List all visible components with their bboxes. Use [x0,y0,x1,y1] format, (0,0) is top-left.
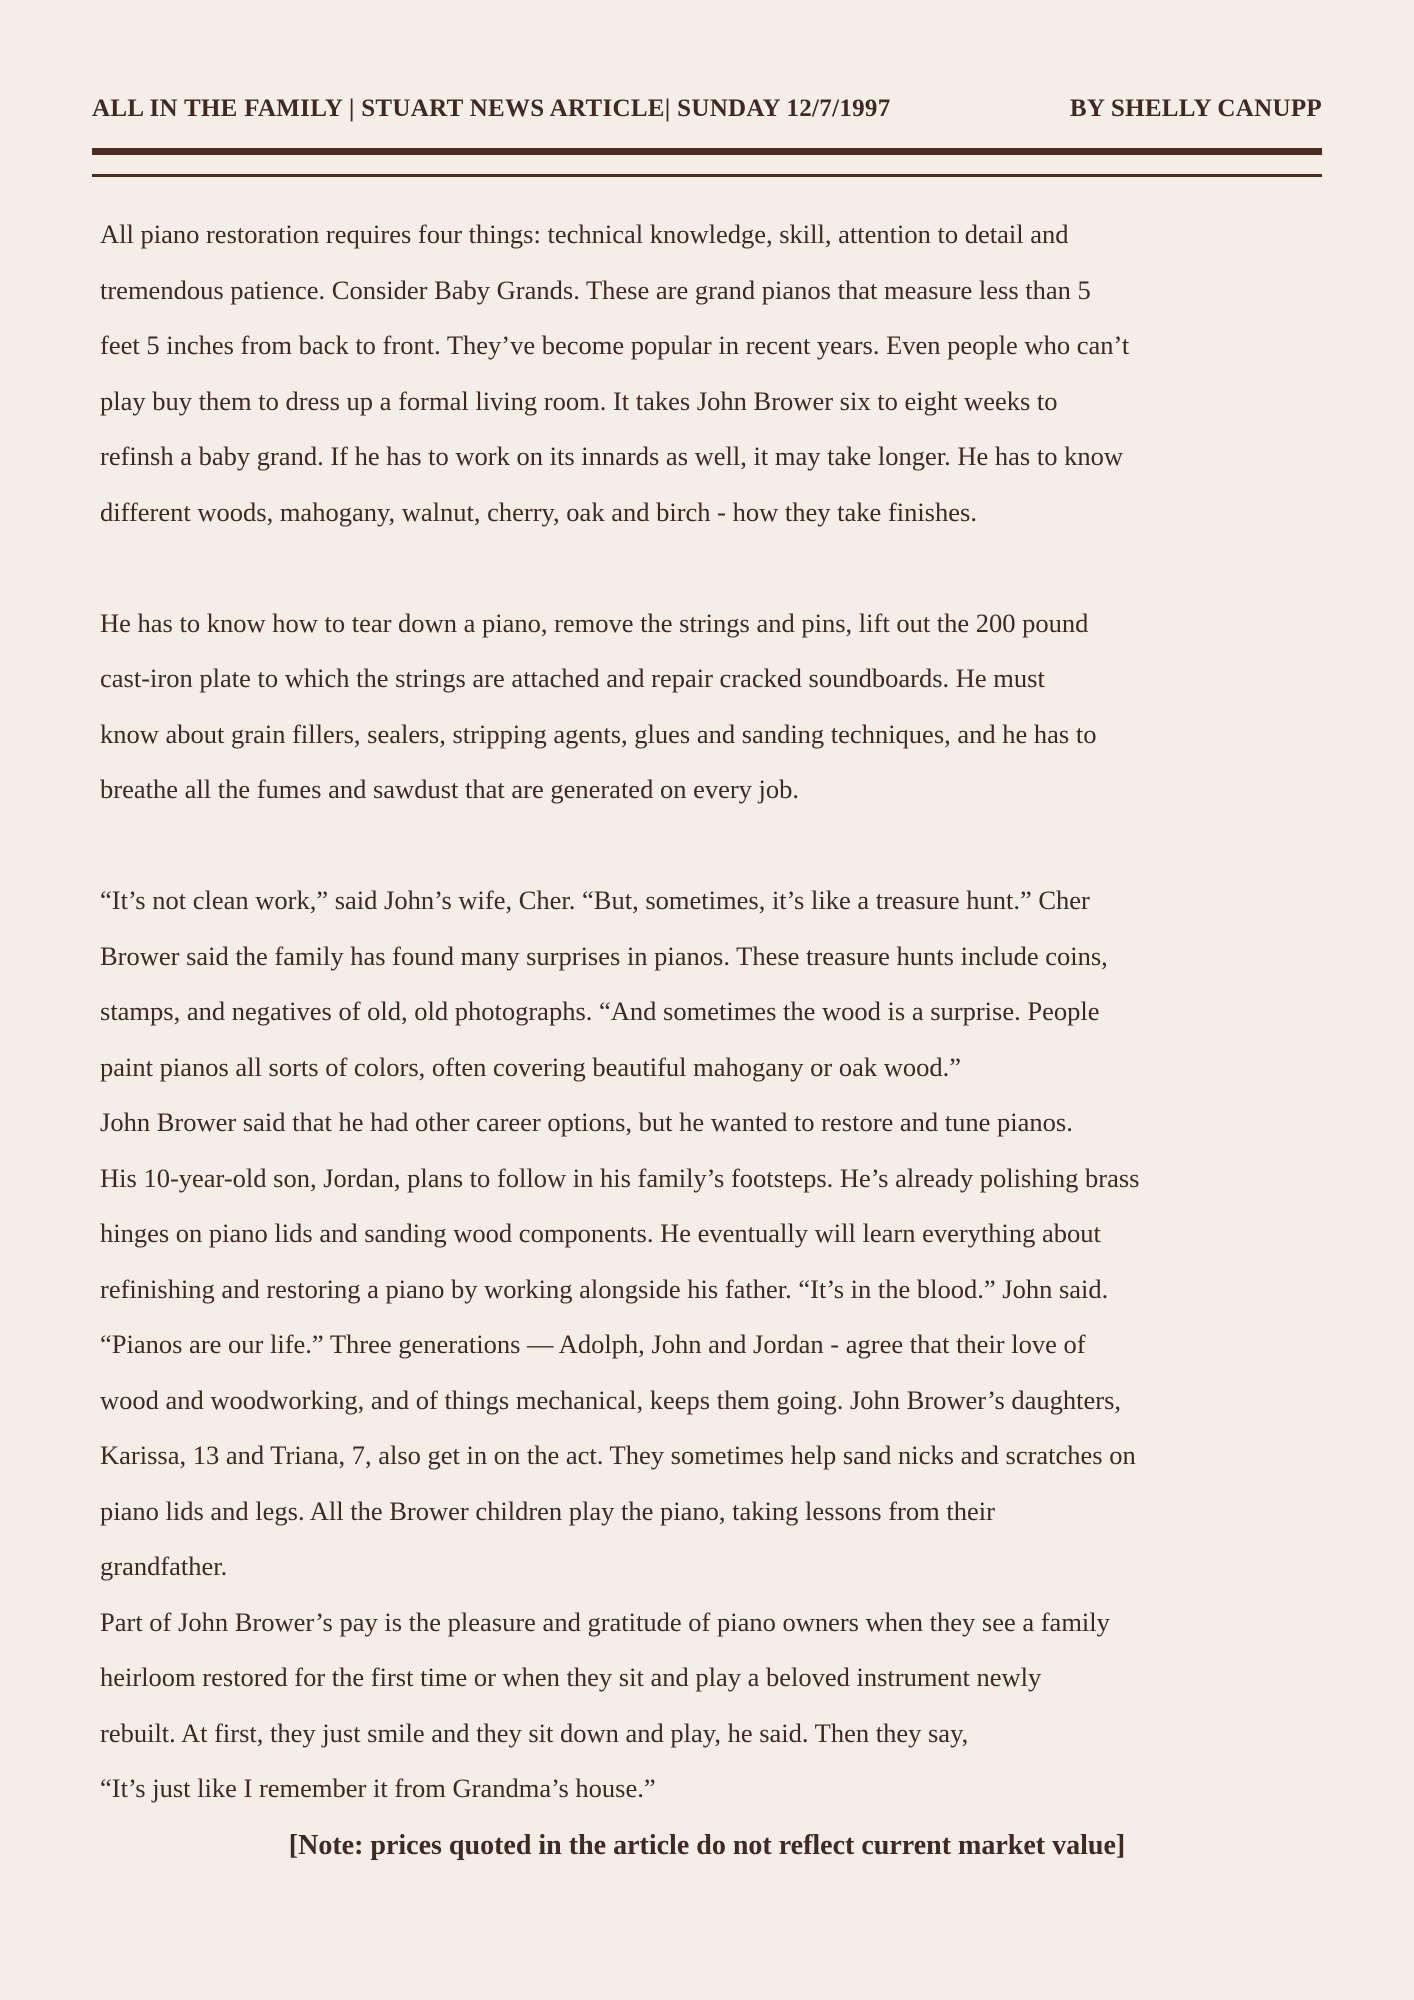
paragraph-line: rebuilt. At first, they just smile and they sit down and play, he said. Then they say, [100,1717,969,1748]
paragraph-line: He has to know how to tear down a piano, remove the strings and pins, lift out the 200 pound [100,607,1089,638]
paragraph-line: play buy them to dress up a formal living room. It takes John Brower six to eight weeks to [100,385,1058,416]
paragraph-line: different woods, mahogany, walnut, cherry, oak and birch - how they take finishes. [100,496,977,527]
paragraph-line: Karissa, 13 and Triana, 7, also get in on the act. They sometimes help sand nicks and scratches on [100,1440,1136,1470]
paragraph-line: His 10-year-old son, Jordan, plans to follow in his family’s footsteps. He’s already polishing brass [100,1162,1140,1193]
paragraph-line: breathe all the fumes and sawdust that are generated on every job. [100,774,800,804]
paragraph-line: know about grain fillers, sealers, stripping agents, glues and sanding techniques, and he has to [100,718,1097,749]
paragraph-2 [100,596,1325,818]
paragraph-line: stamps, and negatives of old, old photographs. “And sometimes the wood is a surprise. People [100,996,1100,1026]
paragraph-line: hinges on piano lids and sanding wood components. He eventually will learn everything about [100,1218,1101,1248]
paragraph-line: “Pianos are our life.” Three generations — Adolph, John and Jordan - agree that their love of [100,1329,1086,1359]
paragraph-line: Part of John Brower’s pay is the pleasure and gratitude of piano owners when they see a family [100,1606,1110,1637]
article-header [92,95,1322,135]
article-body [100,207,1325,1817]
paragraph-line: wood and woodworking, and of things mechanical, keeps them going. John Brower’s daughters, [100,1384,1122,1415]
header-rule-thick [92,148,1322,155]
paragraph-line: grandfather. [100,1551,228,1581]
paragraph-line: All piano restoration requires four things: technical knowledge, skill, attention to detail and [100,219,1069,249]
paragraph-1 [100,207,1325,540]
paragraph-line: cast-iron plate to which the strings are attached and repair cracked soundboards. He must [100,663,1045,693]
paragraph-line: refinishing and restoring a piano by working alongside his father. “It’s in the blood.” John said. [100,1273,1109,1304]
paragraph-gap [100,818,1325,874]
header-rule-thin [92,174,1322,177]
paragraph-line: piano lids and legs. All the Brower children play the piano, taking lessons from their [100,1495,995,1526]
paragraph-line: refinsh a baby grand. If he has to work on its innards as well, it may take longer. He has to know [100,441,1123,471]
paragraph-line: “It’s not clean work,” said John’s wife, Cher. “But, sometimes, it’s like a treasure hunt.” Cher [100,885,1090,915]
paragraph-3 [100,873,1325,1817]
paragraph-line: John Brower said that he had other career options, but he wanted to restore and tune pianos. [100,1107,1073,1137]
paragraph-line: feet 5 inches from back to front. They’ve become popular in recent years. Even people who can’t [100,330,1130,360]
header-byline: BY SHELLY CANUPP [1069,95,1322,122]
price-note: [Note: prices quoted in the article do not reflect current market value] [288,1830,1126,1861]
paragraph-line: tremendous patience. Consider Baby Grands. These are grand pianos that measure less than 5 [100,274,1091,305]
header-title: ALL IN THE FAMILY | STUART NEWS ARTICLE| SUNDAY 12/7/1997 [92,95,891,122]
paragraph-line: paint pianos all sorts of colors, often covering beautiful mahogany or oak wood.” [100,1051,962,1082]
paragraph-gap [100,540,1325,596]
paragraph-line: heirloom restored for the first time or when they sit and play a beloved instrument newly [100,1662,1042,1692]
paragraph-line: Brower said the family has found many surprises in pianos. These treasure hunts include coins, [100,940,1108,971]
paragraph-line: “It’s just like I remember it from Grandma’s house.” [100,1773,656,1803]
